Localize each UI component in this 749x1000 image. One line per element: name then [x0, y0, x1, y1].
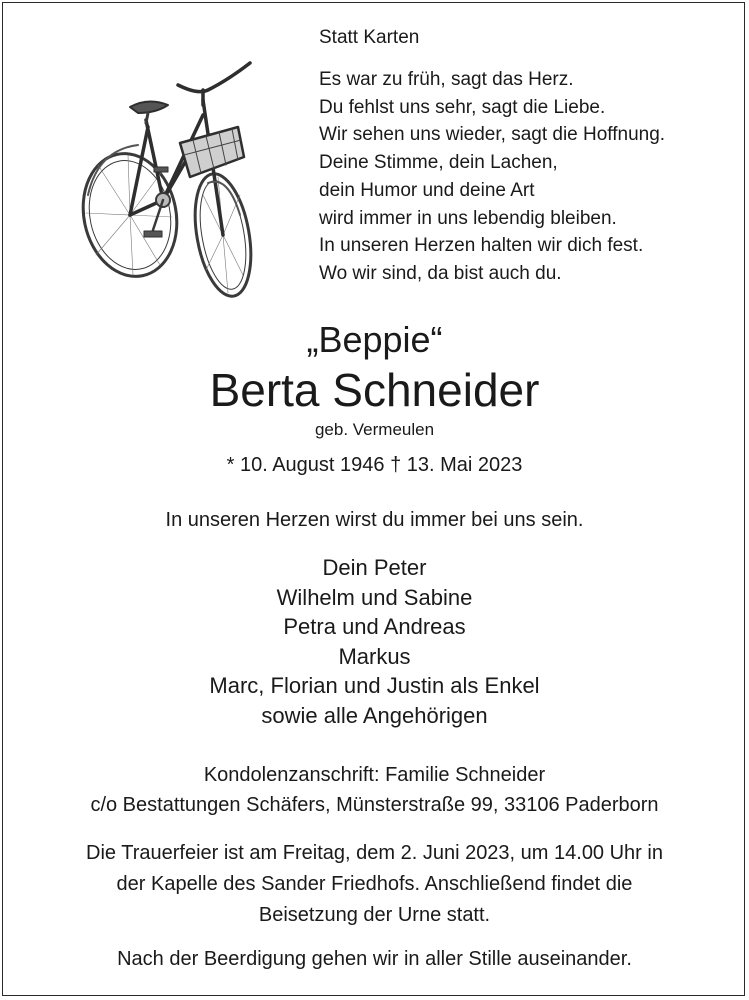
poem [319, 66, 665, 288]
ceremony-line: Die Trauerfeier ist am Freitag, dem 2. Juni 2023, um 14.00 Uhr in [86, 842, 663, 864]
signers-list [0, 553, 749, 730]
ceremony-line: Beisetzung der Urne statt. [258, 904, 491, 926]
signer-line: sowie alle Angehörigen [261, 702, 488, 728]
bicycle-illustration [68, 55, 278, 305]
signer-line: Wilhelm und Sabine [276, 584, 473, 610]
deceased-nickname: „Beppie“ [306, 319, 443, 360]
ceremony-info [0, 838, 749, 931]
signer-line: Petra und Andreas [283, 614, 466, 639]
poem-line: Wo wir sind, da bist auch du. [319, 262, 562, 284]
life-dates: * 10. August 1946 † 13. Mai 2023 [226, 454, 523, 476]
memorial-quote: In unseren Herzen wirst du immer bei uns sein. [165, 509, 584, 531]
poem-line: Deine Stimme, dein Lachen, [319, 152, 558, 174]
condolence-address [0, 760, 749, 820]
poem-line: wird immer in uns lebendig bleiben. [319, 207, 617, 229]
closing-note: Nach der Beerdigung gehen wir in aller Stille auseinander. [117, 948, 632, 970]
ceremony-line: der Kapelle des Sander Friedhofs. Anschließend findet die [116, 873, 633, 895]
deceased-name: Berta Schneider [209, 364, 540, 416]
poem-line: dein Humor und deine Art [319, 179, 535, 201]
signer-line: Dein Peter [322, 555, 427, 580]
maiden-name: geb. Vermeulen [314, 420, 435, 439]
statt-karten-label: Statt Karten [319, 27, 420, 48]
condolence-line: c/o Bestattungen Schäfers, Münsterstraße 99, 33106 Paderborn [90, 794, 659, 816]
poem-line: Wir sehen uns wieder, sagt die Hoffnung. [319, 124, 666, 146]
signer-line: Markus [338, 643, 411, 669]
poem-line: Es war zu früh, sagt das Herz. [319, 69, 574, 90]
poem-line: Du fehlst uns sehr, sagt die Liebe. [319, 96, 606, 118]
condolence-line: Kondolenzanschrift: Familie Schneider [203, 764, 546, 786]
signer-line: Marc, Florian und Justin als Enkel [209, 673, 540, 698]
poem-line: In unseren Herzen halten wir dich fest. [319, 235, 644, 257]
